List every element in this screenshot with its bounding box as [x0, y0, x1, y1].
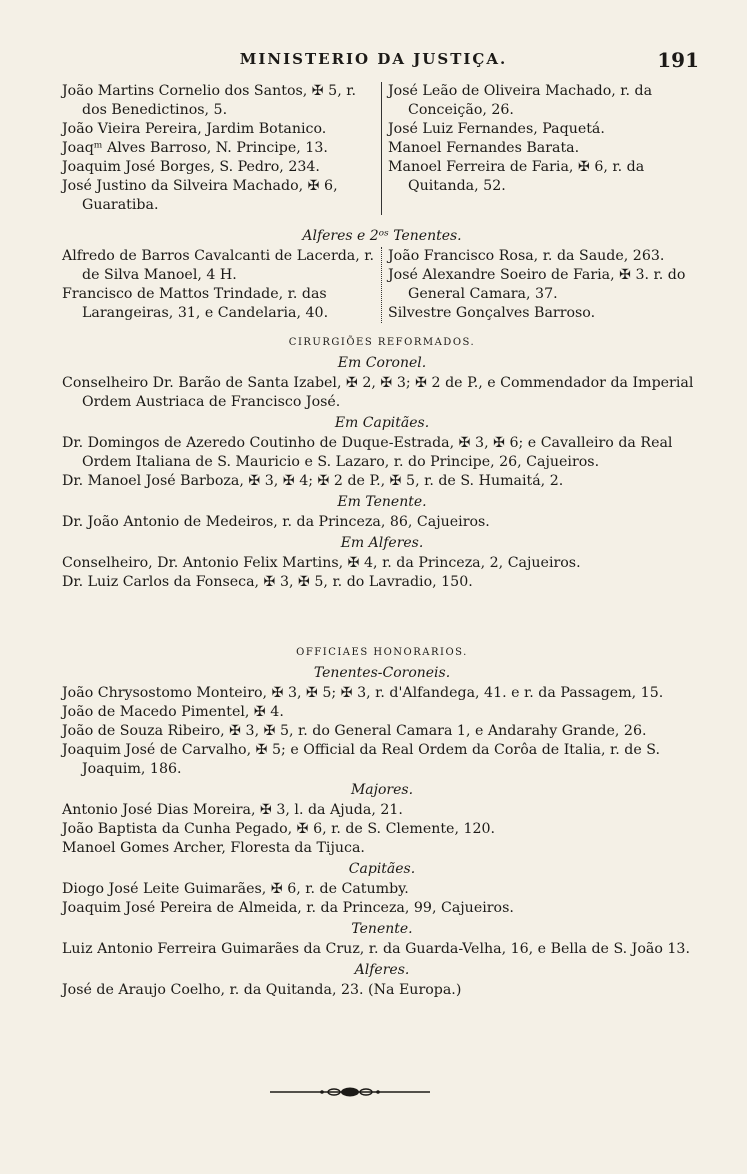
- list-item: Joaquim José Borges, S. Pedro, 234.: [62, 159, 320, 175]
- honorarios-section: [62, 640, 702, 1000]
- list-item: Luiz Antonio Ferreira Guimarães da Cruz, r. da Guarda-Velha, 16, e Bella de S. João 13.: [62, 941, 690, 957]
- list-item: João Baptista da Cunha Pegado, ✠ 6, r. de S. Clemente, 120.: [62, 821, 496, 837]
- top-two-column-block: [62, 82, 702, 215]
- list-item: Antonio José Dias Moreira, ✠ 3, l. da Ajuda, 21.: [62, 802, 403, 818]
- list-item: Conselheiro Dr. Barão de Santa Izabel, ✠ 2, ✠ 3; ✠ 2 de P., e Commendador da Imperial Ordem Austriaca de Francisco José.: [62, 375, 694, 410]
- top-left-column: [62, 82, 382, 215]
- group-caption: Alferes.: [354, 962, 410, 978]
- list-item: João Francisco Rosa, r. da Saude, 263.: [388, 248, 665, 264]
- top-right-column: [382, 82, 702, 215]
- fleuron-ornament-icon: [270, 1085, 430, 1099]
- section-heading: CIRURGIÕES REFORMADOS.: [288, 337, 476, 348]
- list-item: Dr. João Antonio de Medeiros, r. da Princeza, 86, Cajueiros.: [62, 514, 490, 530]
- list-item: Diogo José Leite Guimarães, ✠ 6, r. de Catumby.: [62, 881, 409, 897]
- alferes-left-column: [62, 247, 382, 323]
- list-item: João de Macedo Pimentel, ✠ 4.: [62, 704, 284, 720]
- list-item: José Luiz Fernandes, Paquetá.: [388, 121, 605, 137]
- list-item: José Justino da Silveira Machado, ✠ 6, Guaratiba.: [62, 178, 338, 213]
- list-item: Dr. Manoel José Barboza, ✠ 3, ✠ 4; ✠ 2 de P., ✠ 5, r. de S. Humaitá, 2.: [62, 473, 564, 489]
- list-item: Manoel Gomes Archer, Floresta da Tijuca.: [62, 840, 365, 856]
- list-item: Silvestre Gonçalves Barroso.: [388, 305, 596, 321]
- list-item: Dr. Luiz Carlos da Fonseca, ✠ 3, ✠ 5, r. do Lavradio, 150.: [62, 574, 473, 590]
- group-caption: Tenentes-Coroneis.: [313, 665, 451, 681]
- group-caption: Em Coronel.: [337, 355, 427, 371]
- group-caption: Tenente.: [351, 921, 413, 937]
- page-number: 191: [657, 48, 699, 72]
- page-header: [0, 50, 747, 72]
- group-caption: Em Capitães.: [334, 415, 430, 431]
- group-caption: Em Tenente.: [337, 494, 427, 510]
- alferes-right-column: [382, 247, 702, 323]
- alferes-two-column-block: [62, 247, 702, 323]
- list-item: Joaquim José de Carvalho, ✠ 5; e Official da Real Ordem da Corôa de Italia, r. de S. Joaquim, 186.: [62, 742, 660, 777]
- list-item: José de Araujo Coelho, r. da Quitanda, 23. (Na Europa.): [62, 982, 462, 998]
- cirurgioes-section: [62, 330, 702, 592]
- list-item: Francisco de Mattos Trindade, r. das Larangeiras, 31, e Candelaria, 40.: [62, 286, 329, 321]
- list-item: Conselheiro, Dr. Antonio Felix Martins, ✠ 4, r. da Princeza, 2, Cajueiros.: [62, 555, 581, 571]
- list-item: José Leão de Oliveira Machado, r. da Conceição, 26.: [388, 83, 653, 118]
- section-caption: Alferes e 2ᵒˢ Tenentes.: [302, 228, 462, 244]
- list-item: Alfredo de Barros Cavalcanti de Lacerda, r. de Silva Manoel, 4 H.: [62, 248, 375, 283]
- list-item: Dr. Domingos de Azeredo Coutinho de Duque-Estrada, ✠ 3, ✠ 6; e Cavalleiro da Real Ordem Italiana de S. Mauricio e S. Lazaro, r. do Principe, 26, Cajueiros.: [62, 435, 673, 470]
- list-item: João Martins Cornelio dos Santos, ✠ 5, r. dos Benedictinos, 5.: [62, 83, 356, 118]
- list-item: João de Souza Ribeiro, ✠ 3, ✠ 5, r. do General Camara 1, e Andarahy Grande, 26.: [62, 723, 647, 739]
- list-item: Joaquim José Pereira de Almeida, r. da Princeza, 99, Cajueiros.: [62, 900, 514, 916]
- list-item: João Chrysostomo Monteiro, ✠ 3, ✠ 5; ✠ 3, r. d'Alfandega, 41. e r. da Passagem, 15.: [62, 685, 664, 701]
- list-item: Joaqᵐ Alves Barroso, N. Principe, 13.: [62, 140, 328, 156]
- list-item: Manoel Ferreira de Faria, ✠ 6, r. da Quitanda, 52.: [388, 159, 645, 194]
- group-caption: Em Alferes.: [340, 535, 424, 551]
- section-heading: OFFICIAES HONORARIOS.: [296, 647, 468, 658]
- list-item: José Alexandre Soeiro de Faria, ✠ 3. r. do General Camara, 37.: [388, 267, 686, 302]
- group-caption: Majores.: [350, 782, 414, 798]
- list-item: Manoel Fernandes Barata.: [388, 140, 580, 156]
- group-caption: Capitães.: [348, 861, 416, 877]
- list-item: João Vieira Pereira, Jardim Botanico.: [62, 121, 327, 137]
- page-title: MINISTERIO DA JUSTIÇA.: [239, 50, 508, 68]
- alferes-section: [62, 225, 702, 323]
